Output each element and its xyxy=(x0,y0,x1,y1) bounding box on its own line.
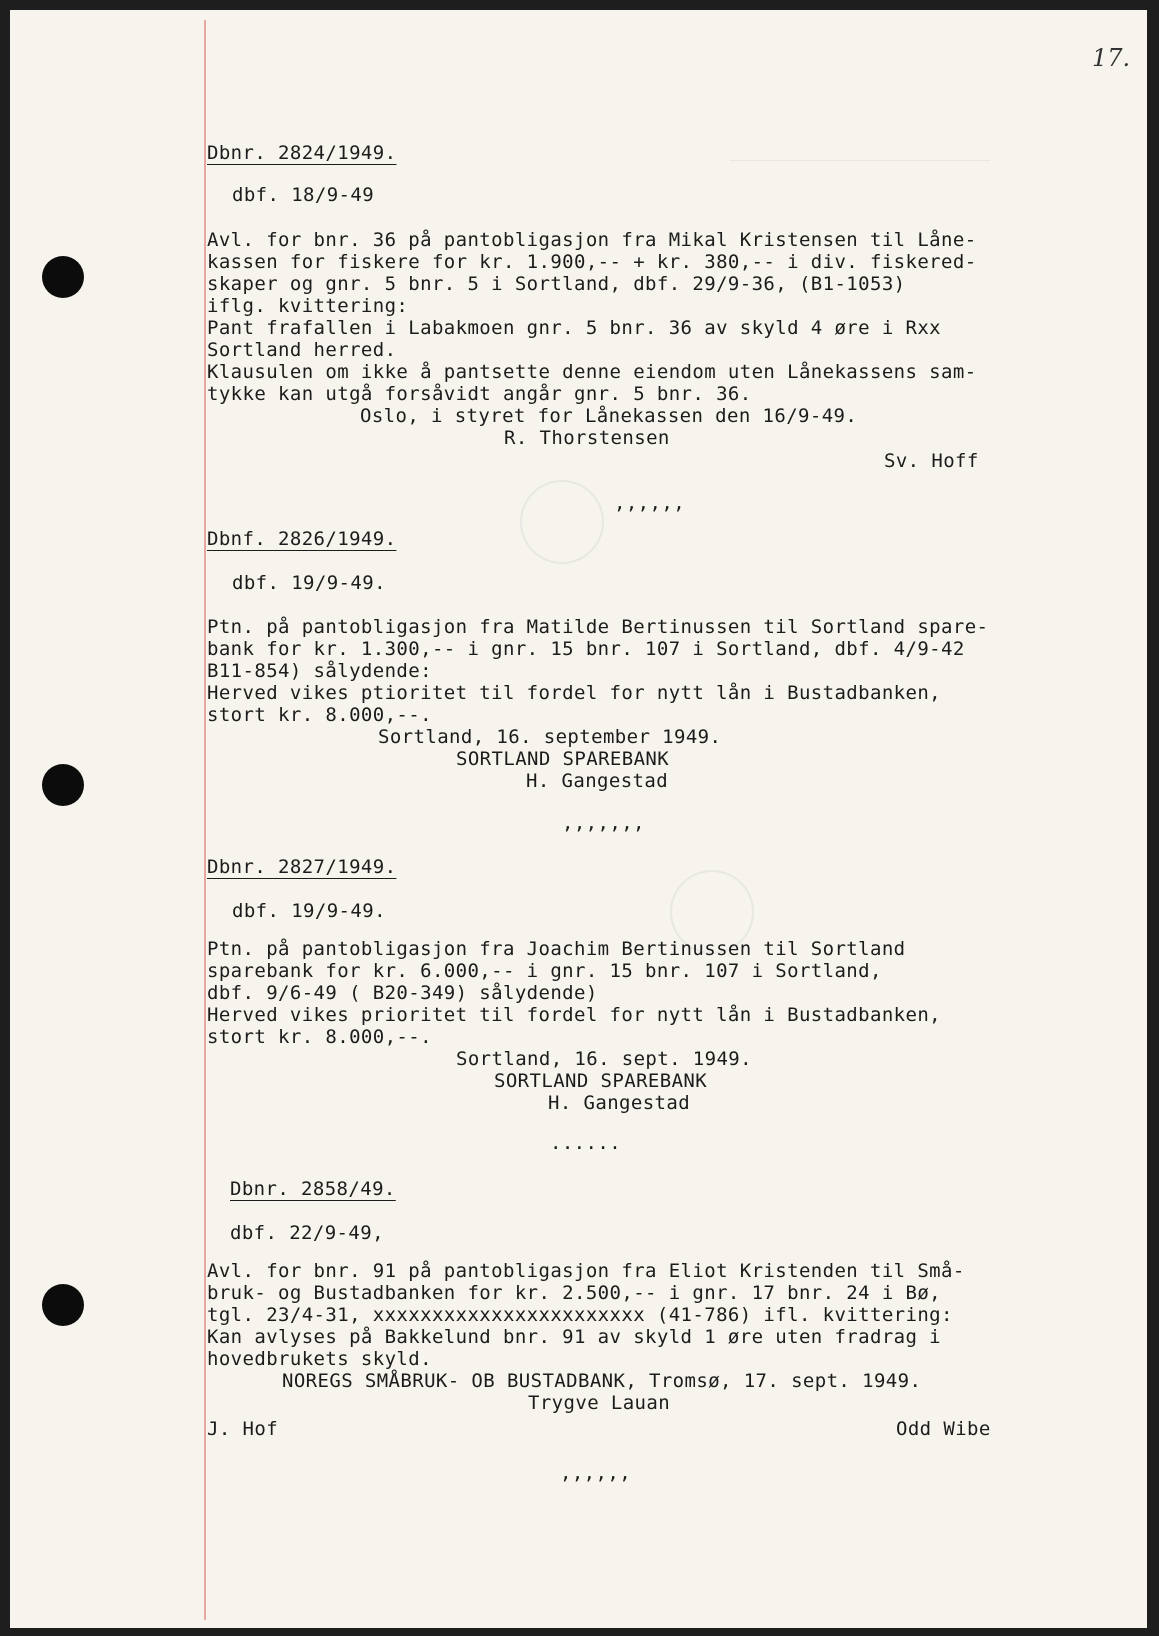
entry-line: skaper og gnr. 5 bnr. 5 i Sortland, dbf. 29/9-36, (B1-1053) xyxy=(207,273,906,295)
entry-line: kassen for fiskere for kr. 1.900,-- + kr. 380,-- i div. fiskered- xyxy=(207,251,977,273)
separator: ,,,,,, xyxy=(560,1462,632,1484)
signoff-line: Sortland, 16. sept. 1949. xyxy=(456,1048,752,1070)
entry-line: bank for kr. 1.300,-- i gnr. 15 bnr. 107 i Sortland, dbf. 4/9-42 xyxy=(207,638,965,660)
punch-hole xyxy=(42,1284,84,1326)
entry-heading: Dbnr. 2824/1949. xyxy=(207,142,397,164)
signoff-line: H. Gangestad xyxy=(548,1092,691,1114)
signoff-line: Sortland, 16. september 1949. xyxy=(378,726,722,748)
entry-date: dbf. 19/9-49. xyxy=(232,900,386,922)
entry-line: Herved vikes ptioritet til fordel for nytt lån i Bustadbanken, xyxy=(207,682,942,704)
signature-right: Odd Wibe xyxy=(896,1418,991,1440)
entry-line: iflg. kvittering: xyxy=(207,295,409,317)
entry-line: Pant frafallen i Labakmoen gnr. 5 bnr. 36 av skyld 4 øre i Rxx xyxy=(207,317,942,339)
entry-line: stort kr. 8.000,--. xyxy=(207,704,432,726)
signoff-line: SORTLAND SPAREBANK xyxy=(494,1070,708,1092)
signoff-line: Trygve Lauan xyxy=(528,1392,671,1414)
entry-line: Avl. for bnr. 91 på pantobligasjon fra Eliot Kristenden til Små- xyxy=(207,1260,965,1282)
punch-hole xyxy=(42,256,84,298)
entry-date: dbf. 19/9-49. xyxy=(232,572,386,594)
entry-line: Kan avlyses på Bakkelund bnr. 91 av skyld 1 øre uten fradrag i xyxy=(207,1326,942,1348)
entry-line: Klausulen om ikke å pantsette denne eiendom uten Lånekassens sam- xyxy=(207,361,977,383)
entry-date: dbf. 18/9-49 xyxy=(232,184,375,206)
signoff-line: R. Thorstensen xyxy=(504,427,670,449)
entry-line: dbf. 9/6-49 ( B20-349) sålydende) xyxy=(207,982,598,1004)
entry-line: Sortland herred. xyxy=(207,339,397,361)
entry-line: sparebank for kr. 6.000,-- i gnr. 15 bnr. 107 i Sortland, xyxy=(207,960,882,982)
signoff-line: Oslo, i styret for Lånekassen den 16/9-49. xyxy=(360,405,858,427)
entry-line: Ptn. på pantobligasjon fra Joachim Bertinussen til Sortland xyxy=(207,938,906,960)
separator: ,,,,,,, xyxy=(562,812,645,834)
entry-date: dbf. 22/9-49, xyxy=(230,1222,384,1244)
entry-heading: Dbnr. 2827/1949. xyxy=(207,856,397,878)
signature-left: J. Hof xyxy=(207,1418,279,1440)
entry-line: B11-854) sålydende: xyxy=(207,660,432,682)
entry-heading: Dbnr. 2858/49. xyxy=(230,1178,396,1200)
page-number: 17. xyxy=(1092,44,1131,72)
bleed-through-stamp xyxy=(520,480,604,564)
document-page xyxy=(10,10,1147,1628)
signoff-line: H. Gangestad xyxy=(526,770,669,792)
entry-line: Avl. for bnr. 36 på pantobligasjon fra Mikal Kristensen til Låne- xyxy=(207,229,977,251)
entry-line: tykke kan utgå forsåvidt angår gnr. 5 bnr. 36. xyxy=(207,383,752,405)
punch-hole xyxy=(42,764,84,806)
entry-line: tgl. 23/4-31, xxxxxxxxxxxxxxxxxxxxxxx (41-786) ifl. kvittering: xyxy=(207,1304,953,1326)
signature-right: Sv. Hoff xyxy=(884,450,979,472)
bleed-through-mark xyxy=(730,160,990,201)
signoff-line: NOREGS SMÅBRUK- OB BUSTADBANK, Tromsø, 17. sept. 1949. xyxy=(282,1370,922,1392)
entry-line: Ptn. på pantobligasjon fra Matilde Bertinussen til Sortland spare- xyxy=(207,616,989,638)
entry-heading: Dbnf. 2826/1949. xyxy=(207,528,397,550)
entry-line: stort kr. 8.000,--. xyxy=(207,1026,432,1048)
separator: ...... xyxy=(550,1132,622,1154)
entry-line: hovedbrukets skyld. xyxy=(207,1348,432,1370)
entry-line: Herved vikes prioritet til fordel for nytt lån i Bustadbanken, xyxy=(207,1004,942,1026)
entry-line: bruk- og Bustadbanken for kr. 2.500,-- i gnr. 17 bnr. 24 i Bø, xyxy=(207,1282,942,1304)
margin-rule xyxy=(204,20,206,1620)
separator: ,,,,,, xyxy=(614,492,686,514)
signoff-line: SORTLAND SPAREBANK xyxy=(456,748,670,770)
